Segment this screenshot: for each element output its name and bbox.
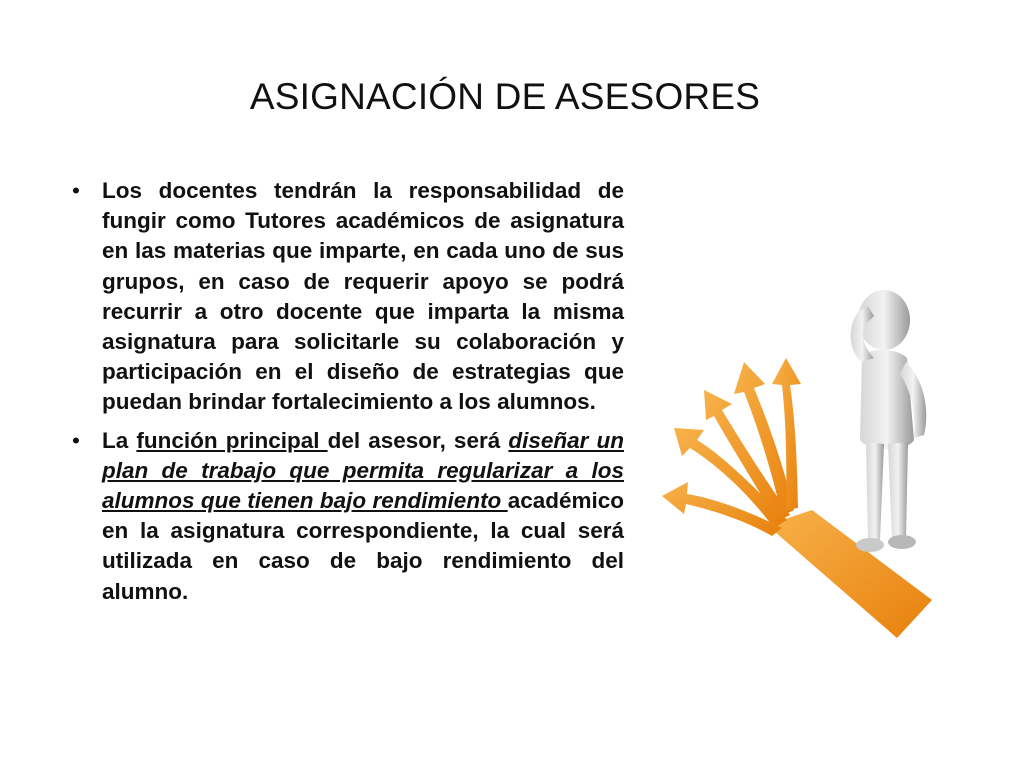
person-at-crossroads-arrows-icon (662, 270, 952, 640)
underlined-text: función principal (136, 427, 328, 453)
bullet-text-part: La (102, 427, 137, 453)
crossroads-illustration (662, 270, 952, 640)
bullet-item-funcion (72, 426, 624, 607)
bullet-text: Los docentes tendrán la responsabilidad de fungir como Tutores académicos de asignatura en las materias que imparte, en cada uno de sus grupos, en caso de requerir apoyo se podrá recurrir a otro docente que imparta la misma asignatura para solicitarle su colaboración y participación en el diseño de estrategias que puedan brindar fortalecimiento a los alumnos. (102, 178, 624, 415)
person-figure (851, 290, 927, 552)
slide-content (72, 176, 624, 615)
bullet-text-part: académico en la asignatura correspondiente, la cual será utilizada en caso de bajo rendimiento del alumno. (102, 488, 624, 604)
bullet-dot: • (72, 427, 80, 453)
bullet-dot: • (72, 178, 80, 203)
bullet-item-tutores (72, 176, 624, 418)
underlined-italic-text: diseñar un plan de trabajo que permita regularizar a los alumnos que tienen bajo rendimiento (102, 427, 624, 514)
bullet-text-part: del asesor, será (327, 427, 509, 453)
slide-title: ASIGNACIÓN DE ASESORES (249, 76, 761, 117)
road-shape (767, 510, 932, 638)
